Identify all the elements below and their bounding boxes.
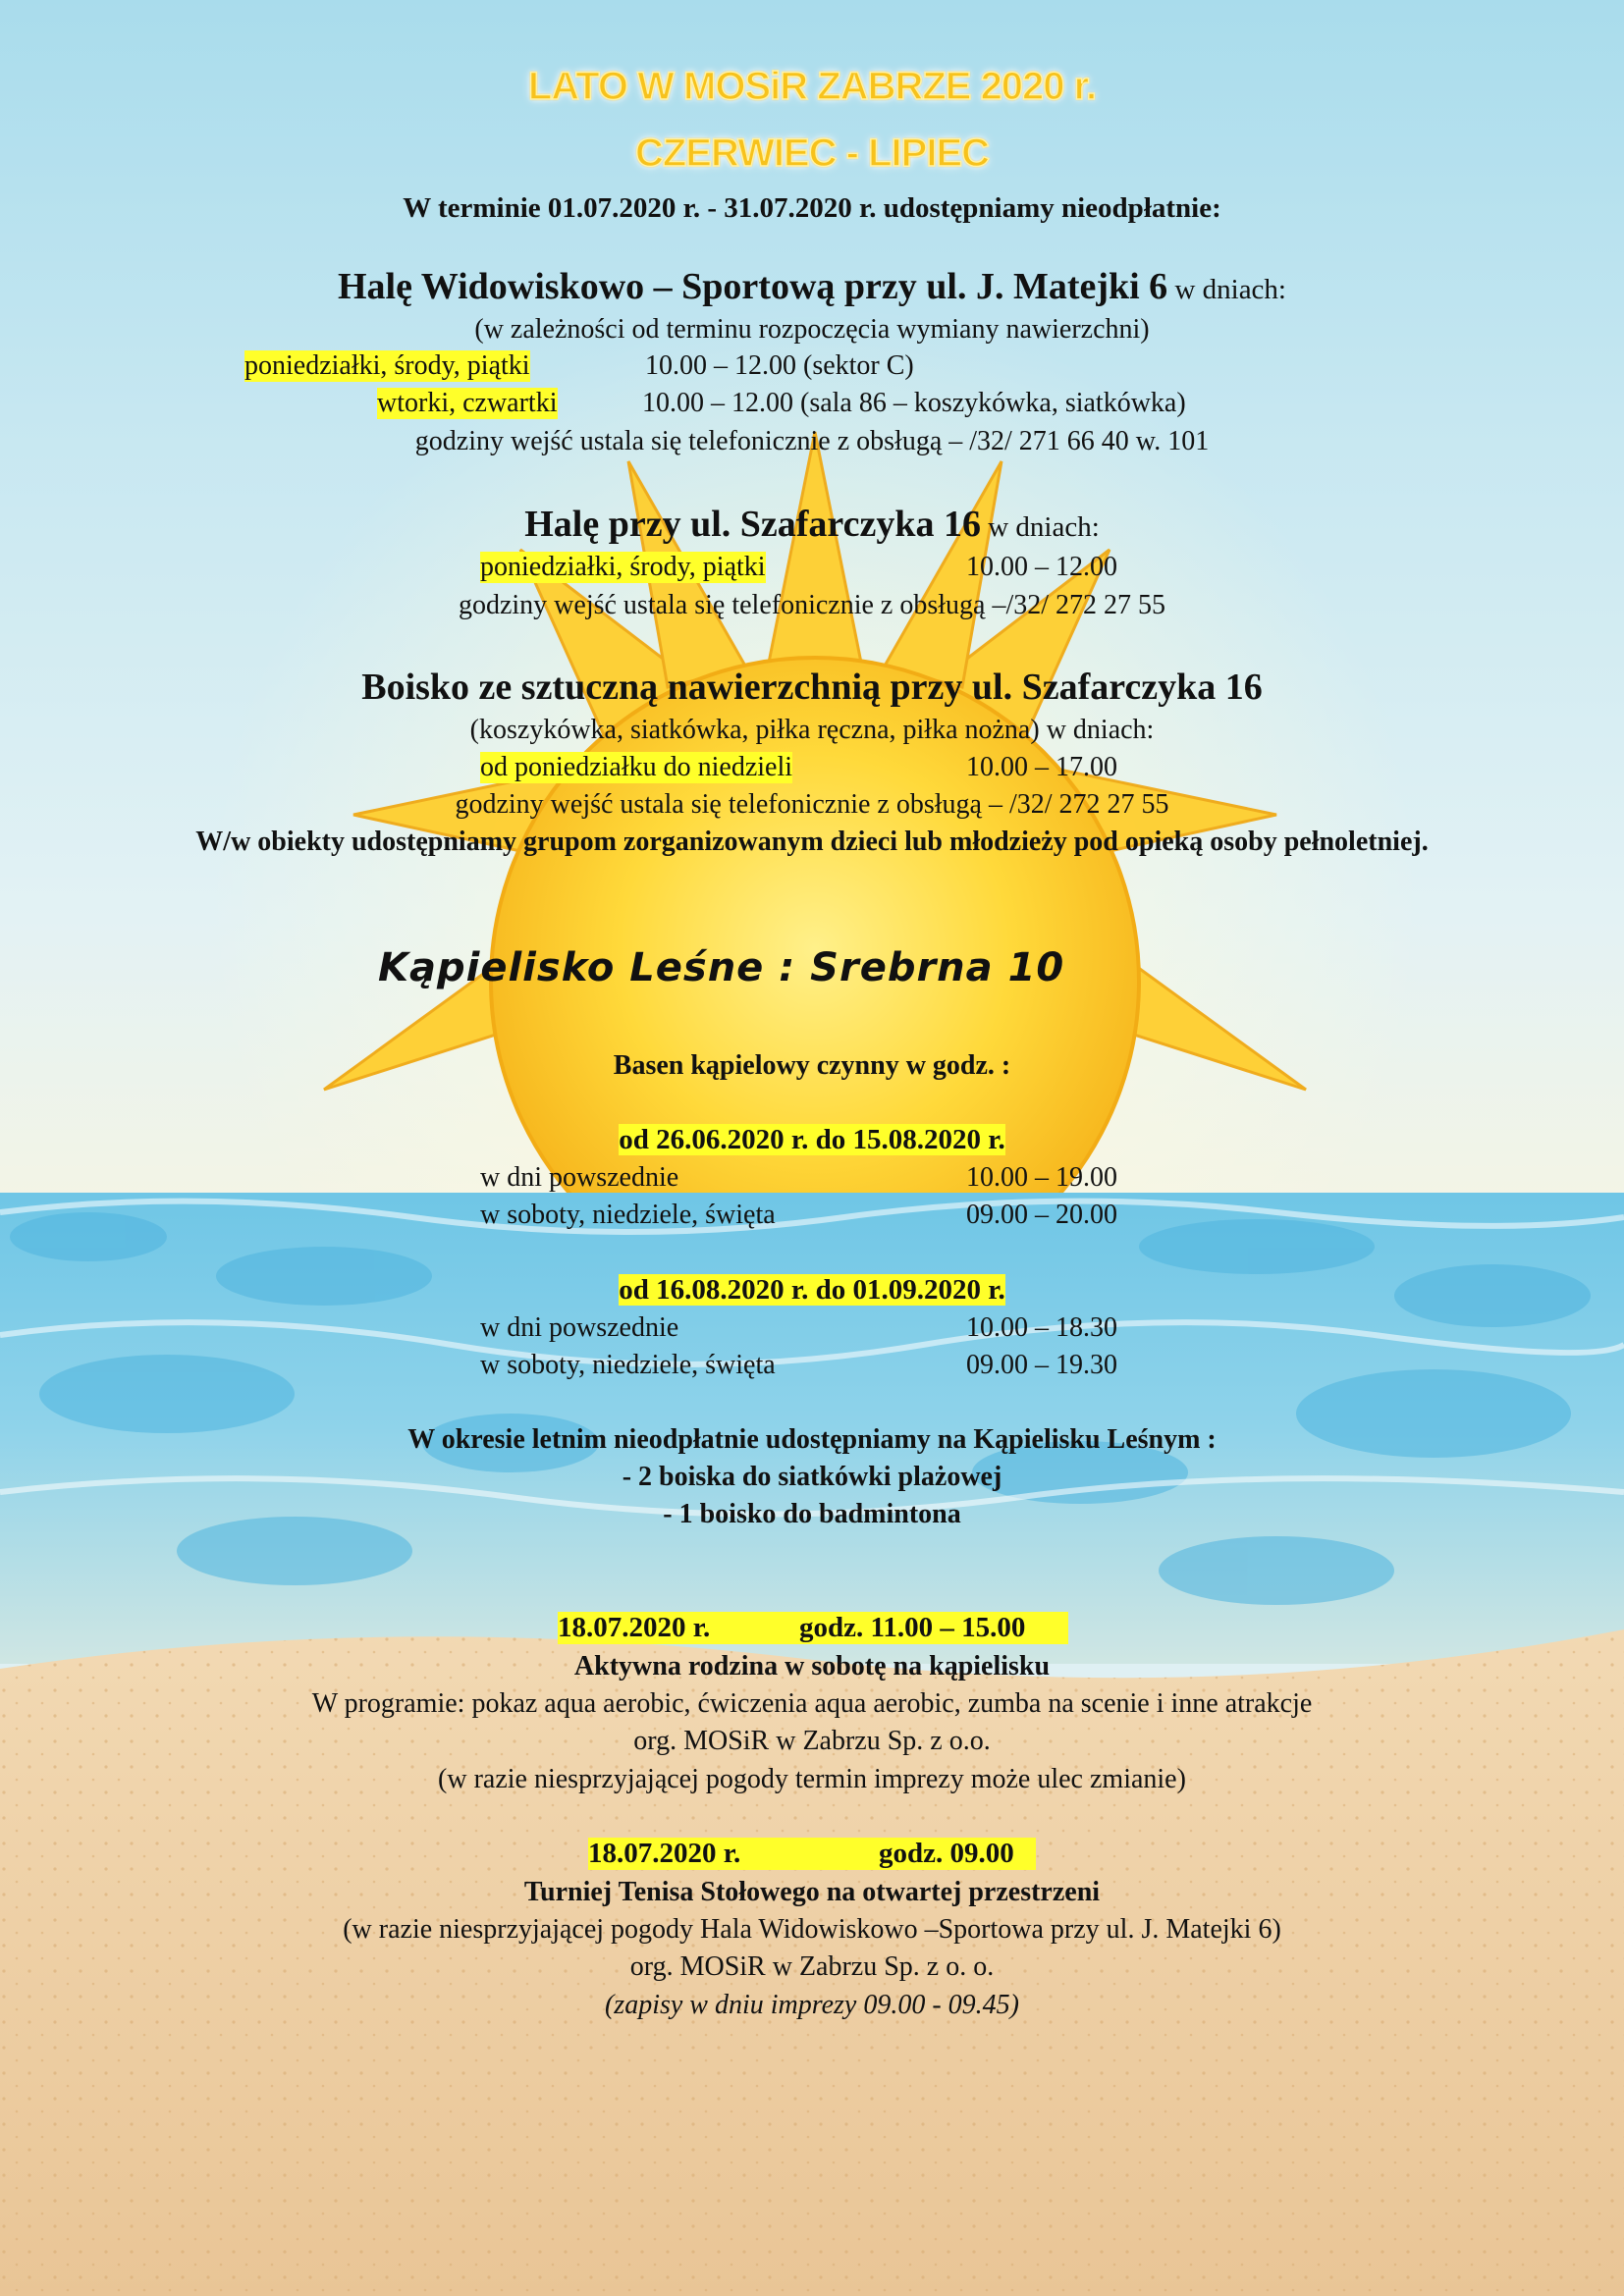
hala-matejki-row1-hours: 10.00 – 12.00 (sektor C) [645, 350, 914, 381]
event2-date: 18.07.2020 r. [588, 1838, 741, 1869]
period1-row2-hours: 09.00 – 20.00 [966, 1200, 1117, 1230]
boisko-row1-days: od poniedziałku do niedzieli [480, 752, 793, 782]
hala-matejki-suffix: w dniach: [1167, 274, 1286, 305]
boisko-contact: godziny wejść ustala się telefonicznie z obsługą – /32/ 272 27 55 [455, 789, 1169, 820]
kapielisko-heading: Kąpielisko Leśne : Srebrna 10 [378, 945, 1065, 990]
period1-label [0, 1124, 1624, 1156]
hala-szafarczyka-heading [0, 503, 1624, 546]
hala-matejki-row2-days: wtorki, czwartki [377, 388, 558, 418]
boisko-row1-hours: 10.00 – 17.00 [966, 752, 1117, 782]
period2-row2-label: w soboty, niedziele, święta [480, 1350, 776, 1380]
title-line-1: LATO W MOSiR ZABRZE 2020 r. [527, 65, 1097, 108]
hala-szafarczyka-suffix: w dniach: [980, 511, 1100, 543]
event1-program: W programie: pokaz aqua aerobic, ćwiczenia aqua aerobic, zumba na scenie i inne atrakcje [311, 1688, 1313, 1719]
period2-row1-label: w dni powszednie [480, 1312, 679, 1343]
summer-line-1: W okresie letnim nieodpłatnie udostępniamy na Kąpielisku Leśnym : [407, 1424, 1217, 1455]
hala-matejki-row1-days: poniedziałki, środy, piątki [244, 350, 530, 381]
hala-matejki-title: Halę Widowiskowo – Sportową przy ul. J. Matejki 6 [338, 266, 1168, 307]
event1-note: (w razie niesprzyjającej pogody termin imprezy może ulec zmianie) [438, 1764, 1186, 1794]
event1-org: org. MOSiR w Zabrzu Sp. z o.o. [633, 1726, 991, 1756]
period2-row1-hours: 10.00 – 18.30 [966, 1312, 1117, 1343]
summer-line-2: - 2 boiska do siatkówki plażowej [622, 1462, 1002, 1492]
period1-row2-label: w soboty, niedziele, święta [480, 1200, 776, 1230]
title-line-2: CZERWIEC - LIPIEC [634, 132, 990, 175]
hala-matejki-contact: godziny wejść ustala się telefonicznie z obsługą – /32/ 271 66 40 w. 101 [414, 426, 1210, 456]
event2-signup: (zapisy w dniu imprezy 09.00 - 09.45) [604, 1990, 1020, 2020]
hala-matejki-row2-hours: 10.00 – 12.00 (sala 86 – koszykówka, siatkówka) [642, 388, 1186, 418]
intro-text: W terminie 01.07.2020 r. - 31.07.2020 r. udostępniamy nieodpłatnie: [403, 192, 1221, 224]
event1-time: godz. 11.00 – 15.00 [799, 1612, 1026, 1643]
basen-label: Basen kąpielowy czynny w godz. : [613, 1050, 1011, 1081]
boisko-heading: Boisko ze sztuczną nawierzchnią przy ul. Szafarczyka 16 [361, 667, 1263, 708]
event1-title: Aktywna rodzina w sobotę na kąpielisku [573, 1651, 1051, 1682]
hala-szafarczyka-title: Halę przy ul. Szafarczyka 16 [524, 504, 981, 545]
hala-szafarczyka-contact: godziny wejść ustala się telefonicznie z obsługą –/32/ 272 27 55 [458, 590, 1166, 620]
event2-title: Turniej Tenisa Stołowego na otwartej przestrzeni [523, 1877, 1101, 1907]
event1-date: 18.07.2020 r. [558, 1612, 711, 1643]
hala-szafarczyka-row1-days: poniedziałki, środy, piątki [480, 552, 766, 582]
event2-note: (w razie niesprzyjającej pogody Hala Widowiskowo –Sportowa przy ul. J. Matejki 6) [343, 1914, 1281, 1945]
period1-row1-label: w dni powszednie [480, 1162, 679, 1193]
hala-matejki-note: (w zależności od terminu rozpoczęcia wymiany nawierzchni) [474, 314, 1150, 345]
summer-line-3: - 1 boisko do badmintona [663, 1499, 961, 1529]
event2-time: godz. 09.00 [879, 1838, 1014, 1869]
period2-text: od 16.08.2020 r. do 01.09.2020 r. [619, 1274, 1005, 1306]
event2-org: org. MOSiR w Zabrzu Sp. z o. o. [629, 1951, 995, 1982]
boisko-note: (koszykówka, siatkówka, piłka ręczna, piłka nożna) w dniach: [469, 715, 1155, 745]
period1-text: od 26.06.2020 r. do 15.08.2020 r. [619, 1124, 1005, 1155]
hala-szafarczyka-row1-hours: 10.00 – 12.00 [966, 552, 1117, 582]
hala-matejki-heading [0, 265, 1624, 308]
boisko-notice: W/w obiekty udostępniamy grupom zorganizowanym dzieci lub młodzieży pod opieką osoby pełnoletniej. [195, 827, 1429, 857]
period2-label [0, 1274, 1624, 1307]
period2-row2-hours: 09.00 – 19.30 [966, 1350, 1117, 1380]
period1-row1-hours: 10.00 – 19.00 [966, 1162, 1117, 1193]
